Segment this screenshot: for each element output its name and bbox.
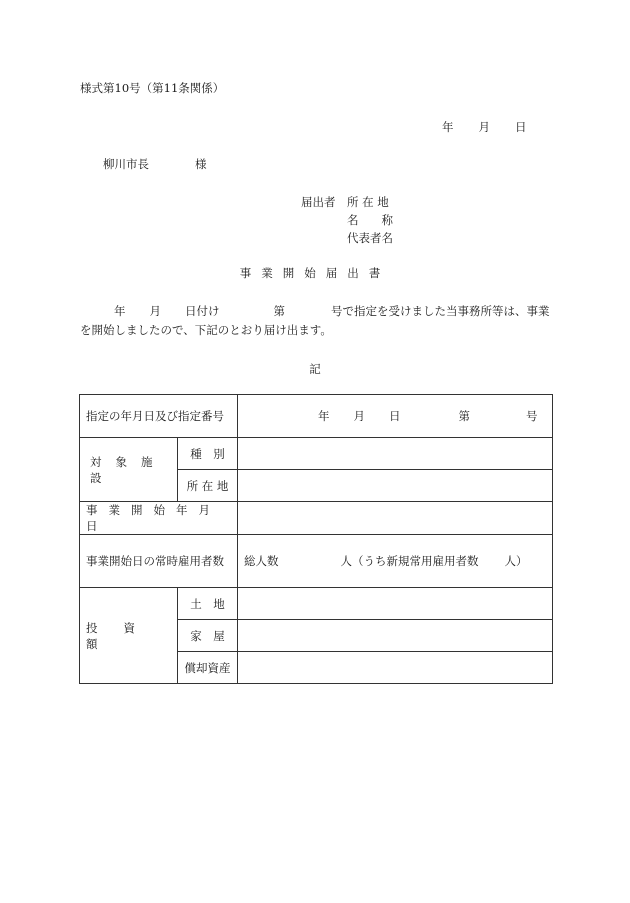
- body-day: 日付け: [185, 304, 220, 318]
- facility-label-text: 対象施設: [90, 454, 167, 485]
- designation-month: 月: [353, 409, 365, 423]
- date-day: 日: [515, 120, 527, 134]
- investment-house-value[interactable]: [238, 620, 553, 652]
- body-text: [80, 302, 552, 340]
- investment-label-text: 投資額: [86, 620, 161, 651]
- body-month: 月: [149, 304, 161, 318]
- designation-dai: 第: [458, 409, 470, 423]
- document-title: 事業開始届出書: [239, 266, 391, 280]
- designation-value[interactable]: [238, 395, 553, 438]
- investment-land-label: 土 地: [178, 588, 238, 620]
- reporter-representative-label: 代表者名: [347, 231, 393, 245]
- date-month: 月: [478, 120, 490, 134]
- designation-go: 号: [526, 409, 538, 423]
- body-dai: 第: [273, 304, 285, 318]
- employees-value[interactable]: [238, 535, 553, 588]
- facility-type-label: 種 別: [178, 438, 238, 470]
- designation-label: 指定の年月日及び指定番号: [80, 395, 238, 438]
- date-year: 年: [442, 120, 454, 134]
- facility-type-value[interactable]: [238, 438, 553, 470]
- designation-day: 日: [389, 409, 401, 423]
- addressee-honorific: 様: [195, 157, 207, 171]
- body-main: 号で指定を受けました当事務所等は、事業を開始しましたので、下記のとおり届け出ます。: [80, 304, 550, 337]
- employees-total-label: 総人数: [244, 554, 279, 568]
- addressee: [103, 156, 207, 172]
- start-date-label: [80, 502, 238, 535]
- investment-house-label: 家 屋: [178, 620, 238, 652]
- designation-year: 年: [318, 409, 330, 423]
- start-date-value[interactable]: [238, 502, 553, 535]
- investment-land-value[interactable]: [238, 588, 553, 620]
- investment-label: [80, 588, 178, 684]
- body-year: 年: [114, 304, 126, 318]
- reporter-block: [301, 193, 393, 247]
- reporter-name-label: 名 称: [347, 213, 393, 227]
- facility-address-value[interactable]: [238, 470, 553, 502]
- form-table: [79, 394, 553, 684]
- employees-label: 事業開始日の常時雇用者数: [80, 535, 238, 588]
- investment-depreciable-label: 償却資産: [178, 652, 238, 684]
- ki-heading: 記: [309, 362, 321, 376]
- facility-label: [80, 438, 178, 502]
- employees-close: 人）: [504, 554, 528, 568]
- facility-address-label: 所 在 地: [178, 470, 238, 502]
- start-date-label-text: 事業開始年月日: [86, 503, 221, 533]
- form-number: 様式第10号（第11条関係）: [80, 81, 225, 95]
- reporter-label: 届出者: [301, 195, 336, 209]
- investment-depreciable-value[interactable]: [238, 652, 553, 684]
- addressee-name: 柳川市長: [103, 157, 149, 171]
- employees-new-label: 人（うち新規常用雇用者数: [340, 554, 479, 568]
- date-line: [442, 119, 527, 135]
- reporter-address-label: 所 在 地: [347, 195, 389, 209]
